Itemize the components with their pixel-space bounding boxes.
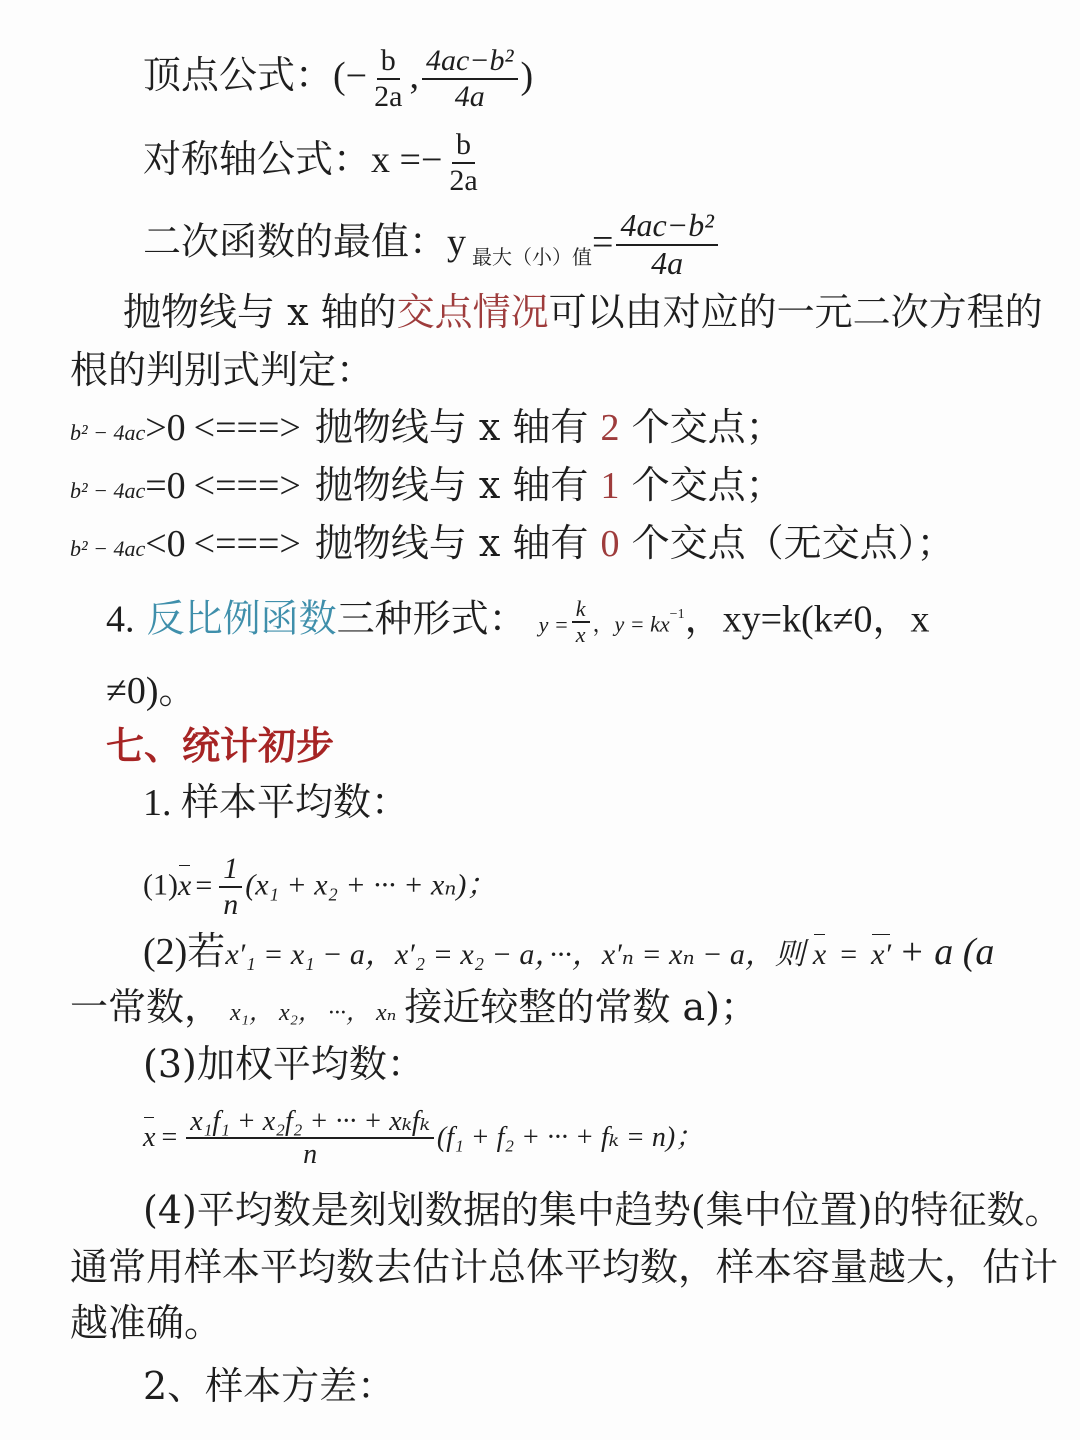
vertex-formula (143, 44, 533, 113)
intersection-count: 2 (600, 407, 620, 449)
discriminant-text: 抛物线与 x 轴有 (314, 463, 589, 507)
comma: , (409, 55, 419, 98)
frac-den: 4a (454, 79, 485, 113)
extreme-formula (143, 208, 721, 282)
minus-sign: − (345, 55, 368, 98)
extreme-label: 二次函数的最值： (143, 219, 448, 264)
discriminant-row (70, 404, 784, 456)
variables-list: x₁， x₂， ···， xₙ (230, 1000, 397, 1026)
intersect-line-1 (123, 289, 1043, 335)
mean-formula-3 (143, 1106, 703, 1171)
equivalence-arrow: <===> (193, 523, 301, 565)
mean-note-text: 通常用样本平均数去估计总体平均数，样本容量越大，估计 (70, 1245, 1059, 1289)
discriminant-row (70, 462, 784, 514)
axis-formula (143, 128, 485, 197)
minus-sign: − (420, 139, 443, 182)
fraction-b-2a (370, 44, 406, 113)
condition-text: ≠0)。 (106, 670, 197, 712)
form-3: xy=k(k≠0，x (722, 598, 930, 641)
x-bar: x (178, 863, 191, 909)
discriminant-text: 抛物线与 x 轴有 (314, 405, 589, 449)
weighted-mean-label: (3)加权平均数： (143, 1042, 425, 1086)
plus-a: + a (a (899, 931, 995, 973)
discriminant-relation: =0 (145, 465, 186, 507)
fraction-weighted (186, 1106, 434, 1171)
frac-num: b (452, 128, 475, 164)
intersect-text-3: 根的判别式判定： (70, 348, 375, 392)
formula-label: (1) (143, 868, 178, 902)
fraction-b-2a (445, 128, 481, 197)
frac-num: 1 (219, 852, 242, 888)
discriminant-expr: b² − 4ac (70, 478, 146, 503)
axis-label: 对称轴公式： (143, 137, 372, 182)
intersect-highlight: 交点情况 (396, 290, 549, 334)
constant-text: 一常数， (70, 985, 223, 1029)
inverse-function-line-2 (106, 667, 197, 714)
shift-expression: x′₁ = x₁ − a，x′₂ = x₂ − a，···，x′ₙ = xₙ − a，则 (225, 938, 805, 971)
frac-num: 4ac−b² (616, 208, 717, 246)
equals-sign: = (161, 1121, 178, 1153)
frac-num: b (377, 44, 400, 80)
discriminant-expr: b² − 4ac (70, 536, 146, 561)
intersect-line-2 (70, 347, 374, 393)
intersect-text-1: 抛物线与 x 轴的 (123, 290, 397, 334)
mean-note-text: 越准确。 (70, 1301, 223, 1345)
equivalence-arrow: <===> (193, 465, 301, 507)
frac-den: 2a (374, 79, 403, 113)
discriminant-text: 个交点（无交点）； (631, 521, 955, 565)
mean-formula-1 (143, 852, 496, 921)
intersect-text-2: 可以由对应的一元二次方程的 (548, 290, 1043, 334)
mean-title-text: 1. 样本平均数： (143, 782, 410, 824)
separator: ， (684, 596, 723, 641)
exponent: −1 (669, 607, 685, 622)
discriminant-relation: <0 (145, 523, 186, 565)
section-heading (106, 723, 334, 769)
section-title: 七、统计初步 (106, 723, 335, 768)
constant-text-2: 接近较整的常数 a)； (404, 985, 758, 1029)
fraction-4ac-b2-4a (422, 44, 518, 113)
fraction-1-n (219, 852, 242, 921)
item-number: 4. (106, 598, 135, 641)
inverse-function-text: 三种形式： (336, 596, 527, 641)
discriminant-row (70, 520, 955, 572)
frac-den: 2a (449, 163, 478, 197)
intersection-count: 0 (600, 523, 620, 565)
sum-expression: (x₁ + x₂ + ··· + xₙ)； (245, 868, 497, 902)
discriminant-relation: >0 (145, 407, 186, 449)
variance-title (143, 1363, 395, 1409)
formula-label: (2)若 (143, 931, 226, 973)
inverse-function-name: 反比例函数 (146, 596, 337, 641)
frac-num: 4ac−b² (422, 44, 518, 80)
form-1-lhs: y = (538, 611, 569, 637)
fraction-extreme (616, 208, 717, 282)
separator: ， (592, 612, 615, 638)
frac-num: k (572, 597, 590, 624)
frac-den: x (575, 622, 586, 648)
mean-note-line-2 (70, 1244, 1058, 1290)
axis-lhs: x = (371, 139, 421, 182)
frac-den: n (223, 887, 239, 921)
equals-sign: = (592, 221, 614, 264)
inverse-function-line (106, 592, 930, 649)
discriminant-expr: b² − 4ac (70, 420, 146, 445)
weights-sum: (f₁ + f₂ + ··· + fₖ = n)； (436, 1121, 704, 1153)
equals-sign: = (840, 938, 858, 971)
discriminant-text: 个交点； (631, 405, 784, 449)
mean-formula-2 (143, 928, 994, 978)
equals-sign: = (195, 868, 213, 902)
x-bar: x (813, 932, 826, 978)
mean-title (143, 779, 409, 826)
frac-num: x₁f₁ + x₂f₂ + ··· + xₖfₖ (186, 1106, 434, 1139)
frac-den: n (303, 1139, 318, 1171)
x-prime-bar: x′ (871, 932, 891, 978)
mean-note-line-3 (70, 1300, 222, 1346)
mean-formula-3-label (143, 1041, 425, 1087)
variance-title-text: 2、样本方差： (143, 1364, 396, 1408)
equivalence-arrow: <===> (193, 407, 301, 449)
y-subscript: 最大（小）值 (472, 245, 593, 270)
mean-note-line-1 (143, 1187, 1062, 1233)
fraction-k-x (572, 597, 590, 648)
form-2: y = kx (614, 611, 670, 637)
mean-note-text: (4)平均数是刻划数据的集中趋势(集中位置)的特征数。 (143, 1188, 1063, 1232)
mean-formula-2-cont (70, 984, 758, 1036)
x-bar: x (143, 1115, 155, 1161)
frac-den: 4a (651, 244, 684, 281)
vertex-label: 顶点公式： (143, 53, 334, 98)
intersection-count: 1 (600, 465, 620, 507)
paren-open: ( (333, 55, 346, 98)
discriminant-text: 抛物线与 x 轴有 (314, 521, 589, 565)
y-symbol: y (447, 221, 467, 264)
paren-close: ) (520, 55, 534, 98)
discriminant-text: 个交点； (631, 463, 784, 507)
